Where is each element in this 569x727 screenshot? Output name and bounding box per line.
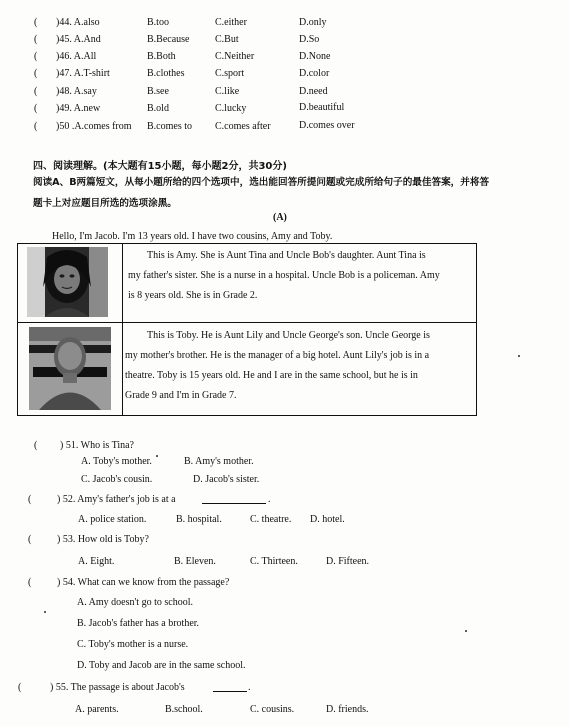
passage-label: (A) <box>273 212 287 223</box>
option-c: C. Thirteen. <box>250 556 298 567</box>
option-b: B.comes to <box>147 121 192 132</box>
option-c: C.But <box>215 34 239 45</box>
option-a: A. Eight. <box>78 556 115 567</box>
question-stem: ) 51. Who is Tina? <box>60 440 134 451</box>
answer-paren: ( <box>34 68 38 79</box>
answer-paren: ( <box>28 577 32 588</box>
question-number-option-a: )48. A.say <box>56 86 97 97</box>
answer-paren: ( <box>34 51 38 62</box>
question-number-option-a: )50 .A.comes from <box>56 121 132 132</box>
answer-paren: ( <box>28 494 32 505</box>
answer-paren: ( <box>34 34 38 45</box>
question-number-option-a: )49. A.new <box>56 103 101 114</box>
option-b: B.school. <box>165 704 203 715</box>
answer-paren: ( <box>34 440 38 451</box>
option-d: D.beautiful <box>299 102 345 113</box>
scan-speck <box>518 355 520 357</box>
question-stem-end: . <box>248 682 251 693</box>
scan-speck <box>156 455 158 457</box>
option-b: B.too <box>147 17 169 28</box>
option-b: B.old <box>147 103 169 114</box>
option-c: C.like <box>215 86 240 97</box>
question-stem: ) 53. How old is Toby? <box>57 534 149 545</box>
option-b: B. Jacob's father has a brother. <box>77 618 200 629</box>
question-number-option-a: )44. A.also <box>56 17 100 28</box>
option-a: A. Toby's mother. <box>81 456 152 467</box>
option-c: C.either <box>215 17 247 28</box>
answer-paren: ( <box>34 86 38 97</box>
answer-paren: ( <box>18 682 22 693</box>
option-d: D.comes over <box>299 120 355 131</box>
option-b: B.see <box>147 86 169 97</box>
answer-blank <box>213 691 247 692</box>
option-a: A. Amy doesn't go to school. <box>77 597 193 608</box>
scan-speck <box>44 611 46 613</box>
amy-photo-image <box>27 247 108 317</box>
amy-description-line: is 8 years old. She is in Grade 2. <box>128 290 258 301</box>
option-a: A. parents. <box>75 704 119 715</box>
option-d: D.only <box>299 17 327 28</box>
passage-intro: Hello, I'm Jacob. I'm 13 years old. I have two cousins, Amy and Toby. <box>52 231 333 242</box>
scan-speck <box>465 630 467 632</box>
option-d: D.So <box>299 34 320 45</box>
answer-paren: ( <box>34 17 38 28</box>
toby-description-line: theatre. Toby is 15 years old. He and I are in the same school, but he is in <box>125 370 418 381</box>
toby-photo-image <box>29 327 111 410</box>
amy-description-line: This is Amy. She is Aunt Tina and Uncle Bob's daughter. Aunt Tina is <box>147 250 426 261</box>
question-stem: ) 55. The passage is about Jacob's <box>50 682 185 693</box>
option-b: B.Because <box>147 34 190 45</box>
answer-paren: ( <box>34 103 38 114</box>
option-a: A. police station. <box>78 514 147 525</box>
option-c: C.lucky <box>215 103 247 114</box>
answer-paren: ( <box>28 534 32 545</box>
option-b: B. Amy's mother. <box>184 456 254 467</box>
option-b: B.clothes <box>147 68 185 79</box>
option-d: D. Toby and Jacob are in the same school. <box>77 660 246 671</box>
answer-paren: ( <box>34 121 38 132</box>
option-d: D.need <box>299 86 328 97</box>
option-d: D. Jacob's sister. <box>193 474 260 485</box>
question-stem: ) 52. Amy's father's job is at a <box>57 494 176 505</box>
table-row-divider <box>17 322 477 323</box>
option-c: C. cousins. <box>250 704 295 715</box>
option-c: C. Jacob's cousin. <box>81 474 153 485</box>
option-c: C.Neither <box>215 51 255 62</box>
option-d: D.color <box>299 68 330 79</box>
option-c: C. Toby's mother is a nurse. <box>77 639 189 650</box>
option-c: C. theatre. <box>250 514 292 525</box>
option-d: D. friends. <box>326 704 369 715</box>
option-b: B. Eleven. <box>174 556 216 567</box>
amy-description-line: my father's sister. She is a nurse in a hospital. Uncle Bob is a policeman. Amy <box>128 270 440 281</box>
toby-description-line: Grade 9 and I'm in Grade 7. <box>125 390 237 401</box>
question-number-option-a: )46. A.All <box>56 51 97 62</box>
answer-blank <box>202 503 266 504</box>
toby-description-line: my mother's brother. He is the manager of a big hotel. Aunt Lily's job is in a <box>125 350 430 361</box>
option-c: C.sport <box>215 68 245 79</box>
amy-photo <box>27 247 108 317</box>
toby-description-line: This is Toby. He is Aunt Lily and Uncle George's son. Uncle George is <box>147 330 430 341</box>
option-d: D. hotel. <box>310 514 345 525</box>
section-instruction-line-2: 题卡上对应题目所选的选项涂黑。 <box>33 198 177 209</box>
option-d: D.None <box>299 51 331 62</box>
table-column-divider <box>122 243 123 416</box>
section-heading: 四、阅读理解。(本大题有15小题，每小题2分，共30分) <box>33 161 287 172</box>
question-stem-end: . <box>268 494 271 505</box>
toby-photo <box>29 327 111 410</box>
section-instruction-line-1: 阅读A、B两篇短文，从每小题所给的四个选项中，选出能回答所提问题或完成所给句子的最佳答案，并将答 <box>33 177 490 188</box>
option-d: D. Fifteen. <box>326 556 370 567</box>
question-number-option-a: )47. A.T-shirt <box>56 68 110 79</box>
question-number-option-a: )45. A.And <box>56 34 101 45</box>
option-c: C.comes after <box>215 121 271 132</box>
option-b: B.Both <box>147 51 176 62</box>
question-stem: ) 54. What can we know from the passage? <box>57 577 230 588</box>
option-b: B. hospital. <box>176 514 222 525</box>
